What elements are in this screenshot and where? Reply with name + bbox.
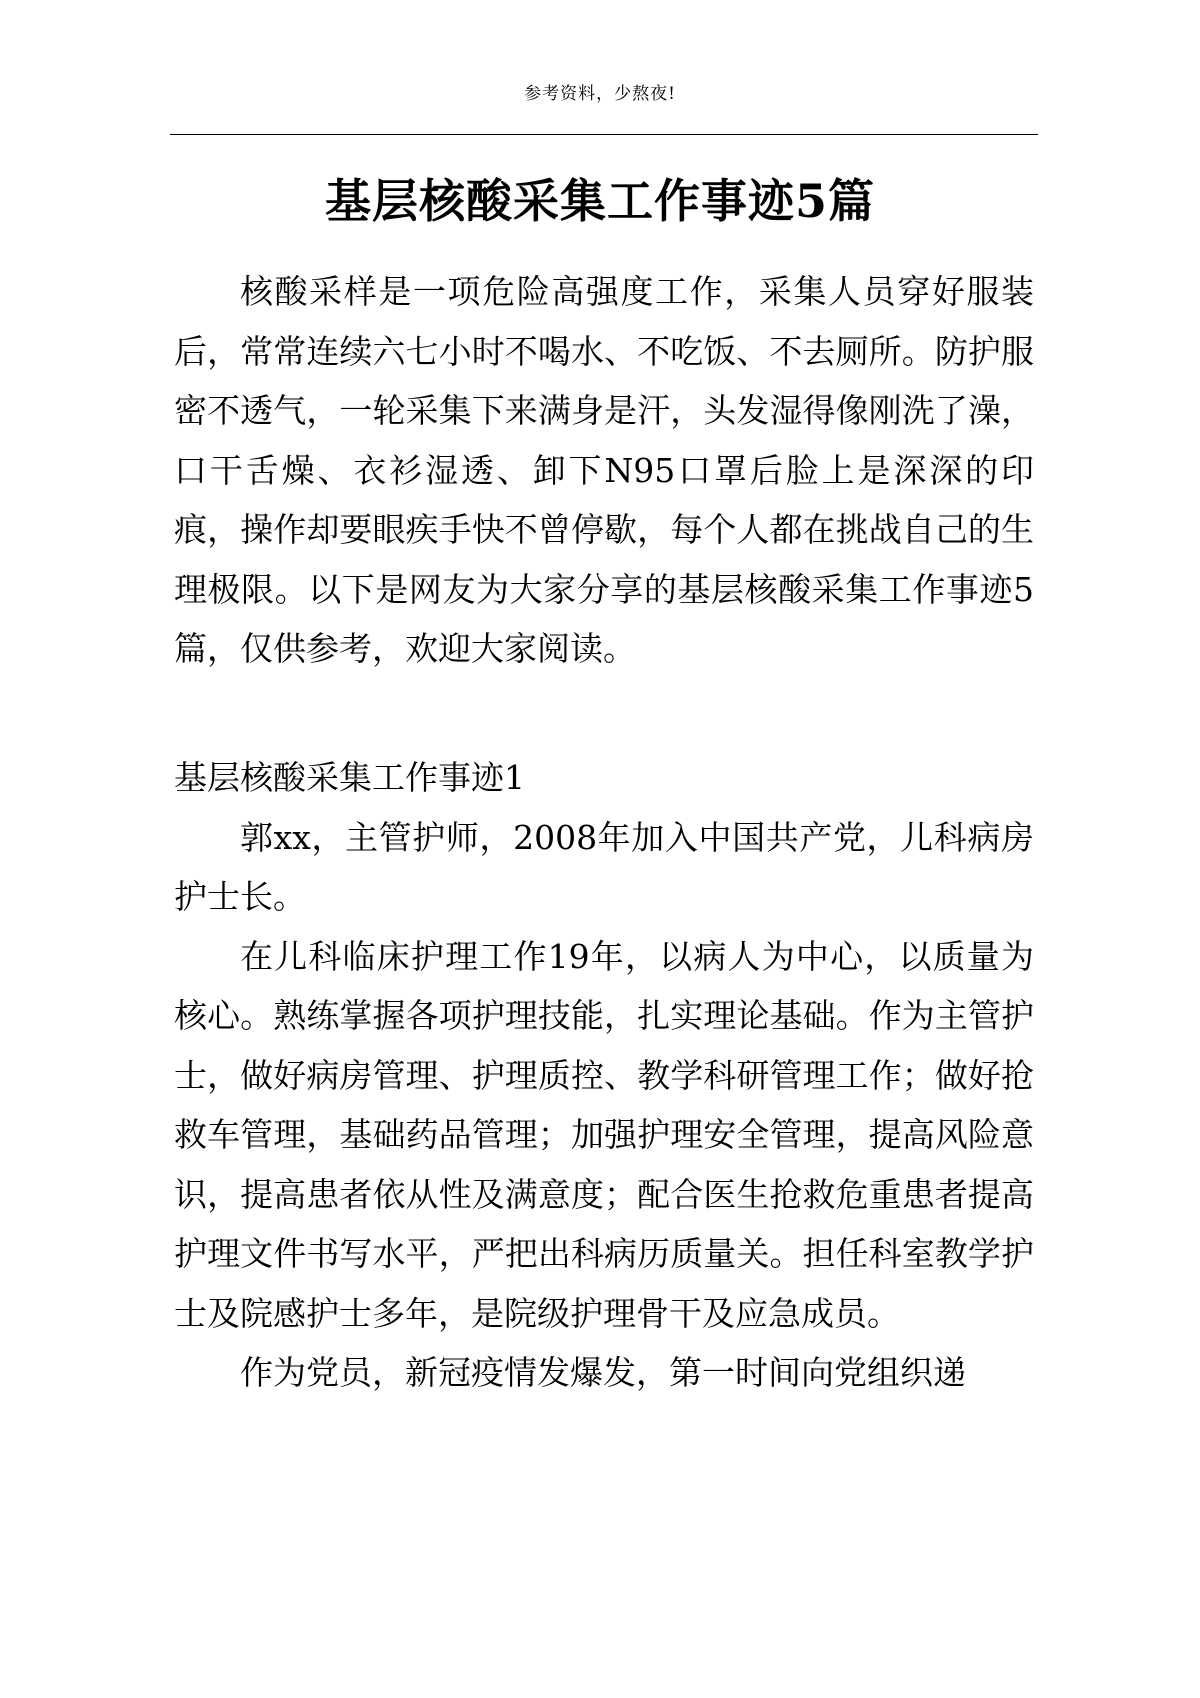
section-heading: 基层核酸采集工作事迹1 bbox=[174, 758, 525, 797]
body-paragraph: 在儿科临床护理工作19年，以病人为中心，以质量为核心。熟练掌握各项护理技能，扎实理论基础。作为主管护士，做好病房管理、护理质控、教学科研管理工作；做好抢救车管理，基础药品管理；加强护理安全管理，提高风险意识，提高患者依从性及满意度；配合医生抢救危重患者提高护理文件书写水平，严把出科病历质量关。担任科室教学护士及院感护士多年，是院级护理骨干及应急成员。 bbox=[174, 936, 1034, 1333]
intro-paragraph: 核酸采样是一项危险高强度工作，采集人员穿好服装后，常常连续六七小时不喝水、不吃饭、不去厕所。防护服密不透气，一轮采集下来满身是汗，头发湿得像刚洗了澡，口干舌燥、衣衫湿透、卸下N95口罩后脸上是深深的印痕，操作却要眼疾手快不曾停歇，每个人都在挑战自己的生理极限。以下是网友为大家分享的基层核酸采集工作事迹5篇，仅供参考，欢迎大家阅读。 bbox=[174, 272, 1034, 668]
paragraph-gap bbox=[174, 679, 1034, 739]
body-paragraph: 郭xx，主管护师，2008年加入中国共产党，儿科病房护士长。 bbox=[174, 817, 1034, 916]
header-divider bbox=[170, 134, 1038, 135]
body-paragraph: 作为党员，新冠疫情发爆发，第一时间向党组织递 bbox=[240, 1353, 966, 1392]
document-body bbox=[174, 262, 1034, 1403]
header-note: 参考资料，少熬夜! bbox=[524, 84, 676, 104]
document-title: 基层核酸采集工作事迹5篇 bbox=[324, 173, 875, 228]
